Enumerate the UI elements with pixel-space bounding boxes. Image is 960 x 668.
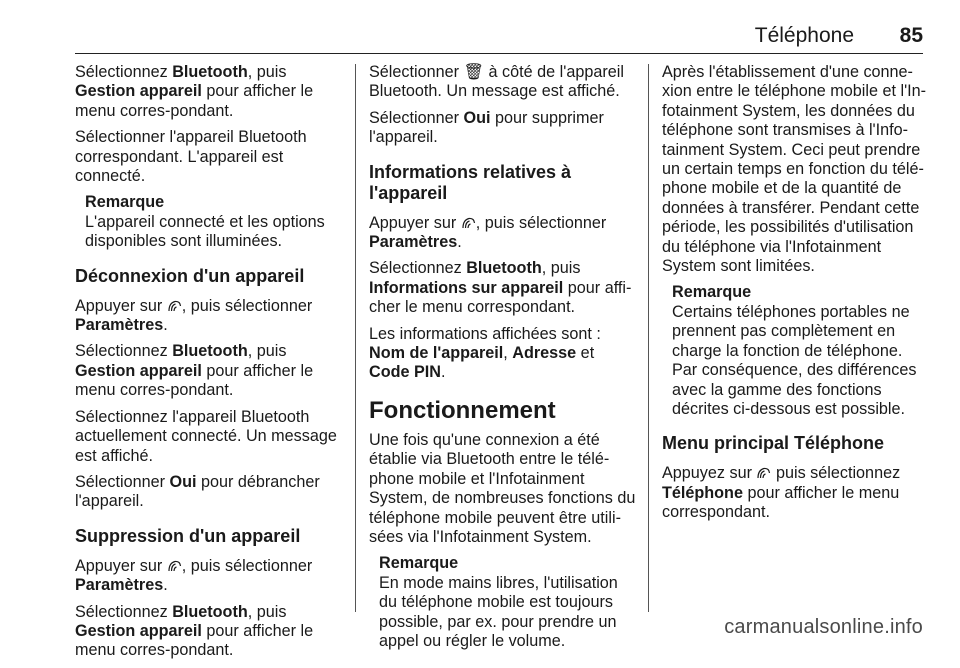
watermark-text: carmanualsonline.info [724, 616, 923, 638]
home-icon [167, 559, 182, 573]
chapter-heading: Fonctionnement [369, 396, 556, 424]
header-rule [75, 53, 923, 54]
trash-icon: 🗑 [463, 63, 485, 81]
page-header [0, 0, 960, 54]
column-3 [662, 63, 930, 530]
page-title: Téléphone [754, 24, 854, 47]
paragraph: Sélectionner 🗑 à côté de l'appareil Bluetooth. Un message est affiché. [369, 63, 624, 101]
column-divider [648, 64, 649, 612]
paragraph: Sélectionnez Bluetooth, puis Informations sur appareil pour affi-cher le menu correspondant. [369, 259, 632, 317]
home-icon [756, 466, 771, 480]
home-icon [167, 299, 182, 313]
section-heading: Suppression d'un appareil [75, 525, 301, 546]
note-text: En mode mains libres, l'utilisation du téléphone mobile est toujours possible, par ex. pour prendre un appel ou régler le volume. [379, 573, 618, 650]
paragraph: Après l'établissement d'une conne-xion entre le téléphone mobile et l'In-fotainment System, les données du téléphone sont transmises à l'Info-tainment System. Ceci peut prendre un certain temps en fonction du télé-phone mobile et de la quantité de données à transférer. Pendant cette période, les possibilités d'utilisation du téléphone via l'Infotainment System sont limitées. [662, 63, 927, 276]
note-title: Remarque [672, 283, 752, 302]
paragraph: Sélectionnez Bluetooth, puis Gestion appareil pour afficher le menu corres-pondant. [75, 342, 314, 400]
section-heading: Déconnexion d'un appareil [75, 265, 305, 286]
paragraph: Appuyer sur , puis sélectionner Paramètres. [369, 213, 607, 252]
column-1 [75, 63, 343, 668]
column-divider [355, 64, 356, 612]
paragraph: Une fois qu'une connexion a été établie via Bluetooth entre le télé-phone mobile et l'Infotainment System, de nombreuses fonctions du téléphone mobile peuvent être utili-sées via l'Infotainment System. [369, 430, 636, 546]
paragraph: Les informations affichées sont : Nom de l'appareil, Adresse et Code PIN. [369, 324, 601, 382]
paragraph: Appuyez sur puis sélectionnez Téléphone pour afficher le menu correspondant. [662, 464, 901, 522]
page-number: 85 [899, 24, 923, 47]
section-heading: Informations relatives à l'appareil [369, 161, 572, 203]
note-text: Certains téléphones portables ne prennent pas complètement en charge la fonction de téléphone. Par conséquence, des différences avec la gamme des fonctions décrites ci-dessous est possible. [672, 302, 917, 418]
paragraph: Appuyer sur , puis sélectionner Paramètres. [75, 556, 313, 595]
note-box [85, 193, 343, 251]
paragraph: Sélectionnez l'appareil Bluetooth actuellement connecté. Un message est affiché. [75, 407, 337, 465]
paragraph: Sélectionnez Bluetooth, puis Gestion appareil pour afficher le menu corres-pondant. [75, 63, 314, 120]
note-title: Remarque [85, 193, 165, 212]
paragraph: Sélectionnez Bluetooth, puis Gestion appareil pour afficher le menu corres-pondant. [75, 602, 314, 660]
note-text: L'appareil connecté et les options disponibles sont illuminées. [85, 212, 325, 251]
paragraph: Appuyer sur , puis sélectionner Paramètres. [75, 296, 313, 335]
home-icon [461, 216, 476, 230]
section-heading: Menu principal Téléphone [662, 433, 885, 454]
paragraph: Sélectionner l'appareil Bluetooth correspondant. L'appareil est connecté. [75, 128, 307, 186]
note-box [672, 283, 930, 419]
column-2 [369, 63, 637, 658]
watermark [0, 613, 960, 642]
paragraph: Sélectionner Oui pour débrancher l'appareil. [75, 472, 320, 511]
paragraph: Sélectionner Oui pour supprimer l'appareil. [369, 108, 604, 147]
note-title: Remarque [379, 554, 459, 573]
